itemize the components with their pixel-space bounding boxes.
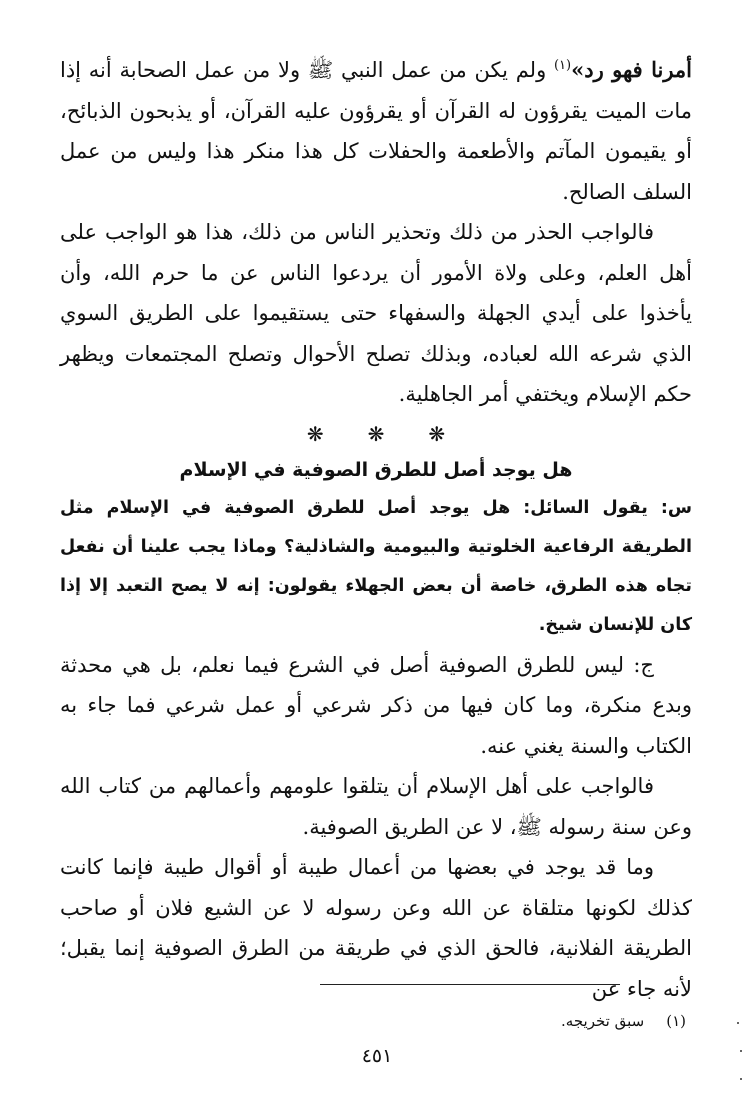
separator-star: ❋	[367, 421, 385, 446]
separator-star: ❋	[306, 421, 324, 446]
scan-speck	[737, 1022, 739, 1024]
section-separator	[60, 421, 692, 447]
separator-star: ❋	[428, 421, 446, 446]
paragraph-1-text: ولم يكن من عمل النبي ﷺ ولا من عمل الصحابة أنه إذا مات الميت يقرؤون له القرآن أو يقرؤون عليه القرآن، أو يذبحون الذبائح، أو يقيمون المآتم والأطعمة والحفلات كل هذا منكر هذا وليس من عمل السلف الصالح.	[60, 58, 692, 204]
footnote-text: سبق تخريجه.	[561, 1012, 645, 1030]
paragraph-2-text: فالواجب الحذر من ذلك وتحذير الناس من ذلك، هذا هو الواجب على أهل العلم، وعلى ولاة الأمور أن يردعوا الناس عن ما حرم الله، وأن يأخذوا على أيدي الجهلة والسفهاء حتى يستقيموا على الطريق السوي الذي شرعه الله لعباده، وبذلك تصلح الأحوال وتصلح المجتمعات ويظهر حكم الإسلام ويختفي أمر الجاهلية.	[60, 220, 692, 406]
footnote-separator	[320, 984, 620, 985]
paragraph-2	[60, 212, 692, 415]
page-body	[60, 50, 692, 1009]
answer-paragraph-3: وما قد يوجد في بعضها من أعمال طيبة أو أقوال طيبة فإنما كانت كذلك لكونها متلقاة عن الله وعن رسوله لا عن الشيع فلان أو صاحب الطريقة الفلانية، فالحق الذي في طريقة من الطرق الصوفية إنما يقبل؛ لأنه جاء عن	[60, 855, 692, 1001]
section-title: هل يوجد أصل للطرق الصوفية في الإسلام	[179, 458, 573, 481]
footnote	[561, 1012, 686, 1030]
page-number: ٤٥١	[361, 1045, 393, 1067]
question-paragraph: س: يقول السائل: هل يوجد أصل للطرق الصوفية في الإسلام مثل الطريقة الرفاعية الخلوتية والبيومية والشاذلية؟ وماذا يجب علينا أن نفعل تجاه هذه الطرق، خاصة أن بعض الجهلاء يقولون: إنه لا يصح التعبد إلا إذا كان للإنسان شيخ.	[60, 497, 692, 635]
scan-speck	[740, 1078, 742, 1080]
hadith-fragment: أمرنا فهو رد»	[571, 57, 692, 82]
footnote-number: (١)	[666, 1012, 686, 1030]
paragraph-1	[60, 50, 692, 212]
footnote-marker[interactable]: (١)	[553, 58, 572, 73]
answer-paragraph-1: ج: ليس للطرق الصوفية أصل في الشرع فيما نعلم، بل هي محدثة وبدع منكرة، وما كان فيها من ذكر شرعي أو عمل شرعي فما جاء به الكتاب والسنة يغني عنه.	[60, 652, 692, 758]
answer-paragraph-2: فالواجب على أهل الإسلام أن يتلقوا علومهم وأعمالهم من كتاب الله وعن سنة رسوله ﷺ، لا عن الطريق الصوفية.	[60, 774, 692, 839]
scan-speck	[740, 1050, 742, 1052]
